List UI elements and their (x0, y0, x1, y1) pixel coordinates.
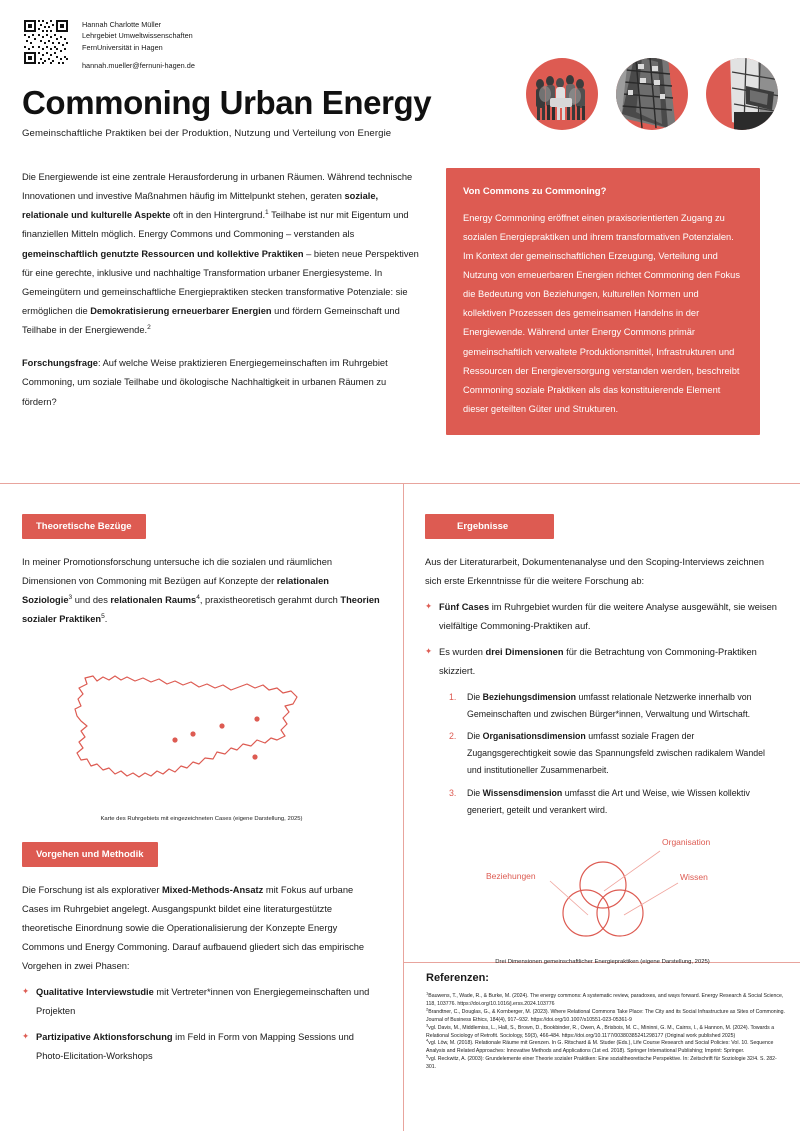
reference-entry (426, 1021, 786, 1041)
method-bullet-1-bold: Qualitative Interviewstudie (36, 987, 154, 998)
intro-footnote-1: 1 (265, 209, 269, 217)
reference-marker: 1 (426, 990, 429, 996)
author-institution: FernUniversität in Hagen (82, 42, 163, 52)
dim-1-rest: umfasst relationale Netzwerke innerhalb von Gemeinschaften und zwischen Bürger*innen, Verwaltung und Wirtschaft. (467, 691, 752, 719)
commons-box-text: Energy Commoning eröffnet einen praxisorientierten Zugang zu sozialen Energiepraktiken und ihrem transformativen Potenzialen. Im Kontext der gemeinschaftlichen Erzeugung, Verteilung und Nutzung von erneuerbaren Energien richtet Commoning den Fokus die Bedeutung von Beziehungen, kulturellen Normen und kollektiven Prozessen des gemeinsamen Handelns in der Energiewende. Während unter Energy Commons primär gemeinschaftlich verwaltete Produktionsmittel, Infrastrukturen und Ressourcen der Energieversorgung verstanden werden, beschreibt Commoning soziale Praktiken als das konstituierende Element dieser geteilten Güter und Strukturen. (463, 212, 741, 414)
diamond-bullet-icon: ✦ (425, 601, 433, 612)
venn-circle-wissen (597, 890, 643, 936)
venn-caption: Drei Dimensionen gemeinschaftlicher Energiepraktiken (eigene Darstellung, 2025) (495, 958, 710, 965)
theory-footnote-3: 3 (68, 594, 73, 602)
theory-e: . (104, 614, 108, 625)
section-badge-theory: Theoretische Bezüge (22, 514, 146, 539)
list-item (449, 728, 780, 779)
dim-2-pre: Die (467, 731, 483, 742)
intro-p1-d: Teilhabe ist nur mit Eigentum und finanziellen Mitteln möglich. Energy Commons und Commoning – verstanden als (22, 210, 409, 240)
venn-diagram-figure (425, 829, 780, 965)
photo-building-facade (706, 58, 778, 130)
intro-p1-a: Die Energiewende ist eine zentrale Herausforderung in urbanen Räumen. Während technische Innovationen und investive Maßnahmen häufig im Mittelpunkt stehen, geraten (22, 172, 413, 202)
qr-code-icon (22, 18, 70, 66)
reference-text: Bauwens, T., Wade, R., & Burke, M. (2024). The energy commons: A systematic review, paradoxes, and ways forward. Energy Research & Social Science, 118, 103776. https://doi.org/10.1016/j.erss.2024.103776 (426, 993, 784, 1007)
venn-label-beziehungen: Beziehungen (485, 870, 536, 881)
intro-section (0, 160, 800, 435)
dim-3-rest: umfasst die Art und Weise, wie Wissen kollektiv generiert, geteilt und verankert wird. (467, 787, 750, 815)
intro-p1-e: – bieten neue Perspektiven für eine gerechte, inklusive und nachhaltige Transformation urbaner Energiesysteme. In Gemeingütern und gemeinschaftliche Energiepraktiken stecken transformative Potenziale: sie ermöglichen die (22, 248, 419, 316)
dim-3-pre: Die (467, 787, 483, 798)
reference-text: vgl. Davis, M., Middlemiss, L., Hall, S., Brown, D., Bookbinder, R., Owen, A., Brisbois, M. C., Mininni, G. M., Cairns, I., & Hannon, M. (2024). Towards a Relational Sociology of Retrofit. Sociology, 59(3), 466-484. https://doi.org/10.1177/00380385241298177 (Original work published 2025) (426, 1024, 775, 1039)
diamond-bullet-icon: ✦ (22, 986, 30, 997)
theory-bold-1: relationalen Soziologie (22, 576, 329, 606)
map-case-dot-3 (219, 723, 224, 728)
dimensions-list (449, 689, 780, 819)
list-item (449, 689, 780, 723)
reference-text: vgl. Löw, M. (2018). Relationale Räume mit Grenzen. In G. Ritschard & M. Studer (Eds.), Life Course Research and Social Policies: Vol. 10. Sequence Analysis and Related Approaches: Innovative Methods and Applications (1st ed. 2018). Springer International Publishing; Imprint: Springer. (426, 1040, 774, 1055)
dim-2-bold: Organisationsdimension (482, 731, 586, 742)
list-item (425, 598, 780, 636)
method-bullet-1-rest: mit Vertreter*innen von Energiegemeinschaften und Projekten (36, 987, 370, 1017)
reference-marker: 2 (426, 1006, 429, 1012)
theory-footnote-5: 5 (101, 613, 105, 621)
reference-marker: 5 (426, 1053, 429, 1059)
map-case-dot-2 (190, 731, 195, 736)
reference-entry (426, 1037, 786, 1056)
section-badge-method: Vorgehen und Methodik (22, 842, 158, 867)
author-department: Lehrgebiet Umweltwissenschaften (82, 31, 193, 41)
reference-marker: 4 (426, 1037, 429, 1043)
list-item (22, 983, 381, 1021)
reference-entry (426, 1006, 786, 1025)
header-photo-row (526, 58, 778, 130)
intro-paragraph-1 (22, 168, 422, 340)
reference-text: Brandtner, C., Douglas, G., & Kornberger, M. (2023). Where Relational Commons Take Place: The City and its Social Infrastructure as Sites of Commoning. Journal of Business Ethics, 184(4), 917–932. https://doi.org/10.1007/s10551-023-05361-9 (426, 1008, 785, 1023)
map-caption: Karte des Ruhrgebiets mit eingezeichneten Cases (eigene Darstellung, 2025) (100, 815, 303, 822)
reference-text: vgl. Reckwitz, A. (2003): Grundelemente einer Theorie sozialer Praktiken: Eine sozialtheoretische Perspektive. In: Zeitschrift für Soziologie 32/4. S. 282-301. (426, 1056, 777, 1071)
list-item (22, 1028, 381, 1066)
reference-marker: 3 (426, 1021, 429, 1027)
diamond-bullet-icon: ✦ (22, 1030, 30, 1041)
venn-label-organisation: Organisation (661, 836, 710, 847)
list-item (449, 785, 780, 819)
photo-industrial-structure (616, 58, 688, 130)
intro-p1-bold-3: Demokratisierung erneuerbarer Energien (90, 305, 272, 316)
method-bullet-list (22, 983, 381, 1066)
author-name: Hannah Charlotte Müller (82, 20, 162, 29)
commons-definition-box (446, 168, 760, 435)
left-column (0, 484, 403, 1131)
intro-p1-f: und fördern Gemeinschaft und Teilhabe in der Energiewende. (22, 305, 400, 336)
reference-entry (426, 1053, 786, 1072)
section-badge-results: Ergebnisse (425, 514, 554, 539)
theory-bold-3: Theorien sozialer Praktiken (22, 595, 380, 625)
page-title: Commoning Urban Energy (22, 83, 432, 121)
author-email: hannah.mueller@fernuni-hagen.de (82, 60, 195, 70)
intro-p1-bold-2: gemeinschaftlich genutzte Ressourcen und kollektive Praktiken (22, 248, 304, 259)
theory-a: In meiner Promotionsforschung untersuche ich die sozialen und räumlichen Dimensionen von Commoning mit Bezügen auf Konzepte der (22, 557, 333, 587)
intro-p1-bold-1: soziale, relationale und kulturelle Aspekte (22, 191, 379, 221)
results-bullet-2-pre: Es wurden (439, 646, 486, 657)
theory-footnote-4: 4 (196, 594, 200, 602)
map-case-dot-5 (252, 754, 257, 759)
theory-c: und des (72, 595, 111, 606)
references-title: Referenzen: (426, 972, 489, 984)
commons-box-title: Von Commons zu Commoning? (463, 186, 607, 197)
method-text (22, 881, 381, 977)
method-a: Die Forschung ist als explorativer (22, 884, 163, 895)
intro-p1-c: oft in den Hintergrund. (170, 210, 266, 221)
results-bullet-2-rest: für die Betrachtung von Commoning-Praktiken skizziert. (439, 646, 757, 676)
results-intro: Aus der Literaturarbeit, Dokumentenanalyse und den Scoping-Interviews zeichnen sich erste Erkenntnisse für die weitere Forschung ab: (425, 557, 765, 587)
dim-2-rest: umfasst soziale Fragen der Zugangsgerechtigkeit sowie das Spannungsfeld zwischen radikalem Wandel und institutioneller Zusammenarbeit. (467, 731, 765, 776)
theory-text (22, 553, 381, 630)
results-bullet-list (425, 598, 780, 681)
research-question-label: Forschungsfrage (22, 358, 98, 369)
diamond-bullet-icon: ✦ (425, 645, 433, 656)
list-item (425, 643, 780, 681)
dim-3-bold: Wissensdimension (482, 787, 563, 798)
list-number: 1. (449, 691, 457, 702)
intro-footnote-2: 2 (147, 324, 151, 332)
list-number: 2. (449, 731, 457, 742)
method-bullet-2-rest: im Feld in Form von Mapping Sessions und Photo-Elicitation-Workshops (36, 1031, 354, 1061)
reference-entry (426, 990, 786, 1012)
ruhr-region-map-icon (57, 654, 347, 804)
page-subtitle: Gemeinschaftliche Praktiken bei der Produktion, Nutzung und Verteilung von Energie (22, 127, 392, 139)
results-bullet-2-bold: drei Dimensionen (485, 646, 564, 657)
results-bullet-1-bold: Fünf Cases (439, 602, 490, 613)
map-case-dot-1 (172, 737, 177, 742)
method-bold-1: Mixed-Methods-Ansatz (162, 884, 264, 895)
research-question-text: : Auf welche Weise praktizieren Energiegemeinschaften im Ruhrgebiet Commoning, um soziale Teilhabe und ökologische Nachhaltigkeit in urbanen Räumen zu fördern? (22, 358, 388, 407)
venn-label-wissen: Wissen (679, 871, 708, 882)
theory-d: , praxistheoretisch gerahmt durch (199, 595, 341, 606)
references-section (426, 972, 786, 1072)
venn-circle-organisation (580, 862, 626, 908)
research-question (22, 354, 422, 411)
dim-1-pre: Die (467, 691, 483, 702)
intro-text (22, 168, 422, 435)
ruhr-map-figure (22, 654, 381, 822)
photo-group-of-people (526, 58, 598, 130)
list-number: 3. (449, 787, 457, 798)
three-dimensions-venn-icon (428, 829, 778, 947)
method-c: mit Fokus auf urbane Cases im Ruhrgebiet angelegt. Ausgangspunkt bildet eine literaturgestützte theoretische Einordnung sowie die Operationalisierung der Konzepte Energy Commons und Energy Commoning. Darauf aufbauend gliedert sich das empirische Vorgehen in zwei Phasen: (22, 884, 365, 972)
map-case-dot-4 (254, 716, 259, 721)
method-bullet-2-bold: Partizipative Aktionsforschung (36, 1031, 173, 1042)
author-details (82, 18, 195, 70)
theory-bold-2: relationalen Raums (110, 595, 197, 606)
dim-1-bold: Beziehungsdimension (482, 691, 577, 702)
results-bullet-1-rest: im Ruhrgebiet wurden für die weitere Analyse ausgewählt, sie weisen vielfältige Commoning-Praktiken auf. (439, 602, 777, 632)
poster-header (0, 0, 800, 160)
